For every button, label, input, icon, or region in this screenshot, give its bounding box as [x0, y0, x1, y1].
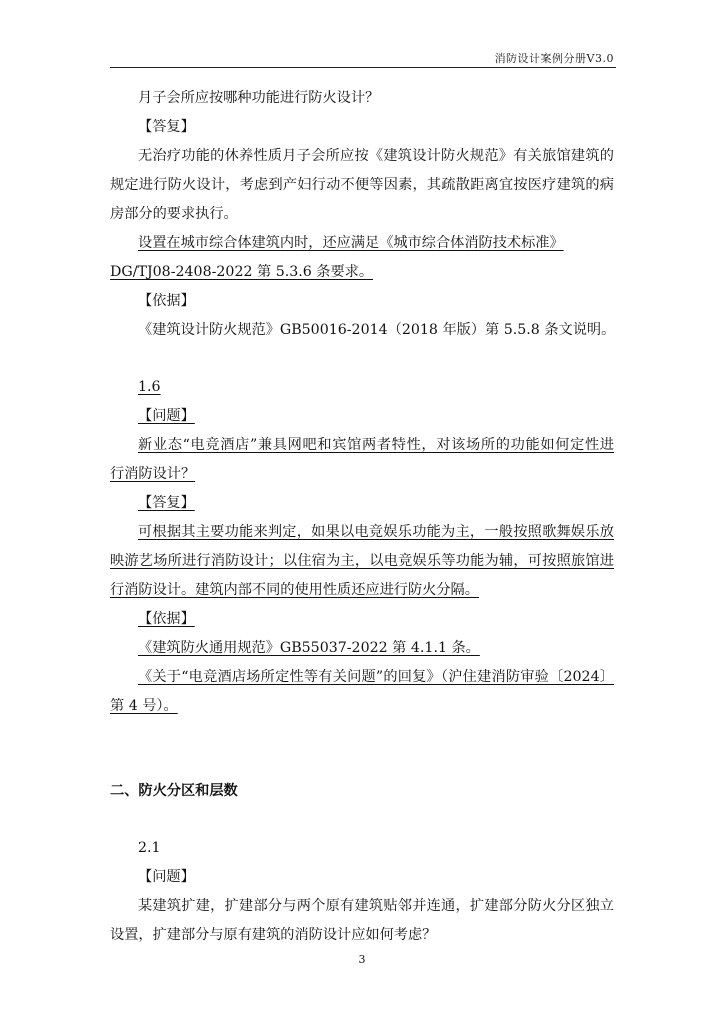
- answer-line-3: 房部分的要求执行。: [110, 206, 238, 222]
- item-number: 1.6: [138, 379, 161, 395]
- answer-label: 【答复】: [138, 119, 195, 135]
- question-label: 【问题】: [138, 869, 195, 885]
- item-number: 2.1: [138, 840, 161, 856]
- basis-line-3: 第 4 号）。: [110, 698, 178, 714]
- answer-line-2: 规定进行防火设计，考虑到产妇行动不便等因素，其疏散距离宜按医疗建筑的病: [110, 177, 614, 193]
- basis-label: 【依据】: [138, 611, 195, 627]
- revised-line-1: 设置在城市综合体建筑内时，还应满足《城市综合体消防技术标准》: [138, 235, 564, 251]
- answer-line-1: 可根据其主要功能来判定，如果以电竞娱乐功能为主，一般按照歌舞娱乐放: [138, 524, 614, 540]
- running-header: 消防设计案例分册V3.0: [494, 52, 614, 65]
- question-line-1: 某建筑扩建，扩建部分与两个原有建筑贴邻并连通，扩建部分防火分区独立: [138, 898, 614, 914]
- answer-line-3: 行消防设计。建筑内部不同的使用性质还应进行防火分隔。: [110, 582, 479, 598]
- question-line-2: 设置，扩建部分与原有建筑的消防设计应如何考虑？: [110, 927, 437, 943]
- basis-line-1: 《建筑防火通用规范》GB55037-2022 第 4.1.1 条。: [138, 640, 480, 656]
- page-number: 3: [358, 953, 366, 966]
- basis-label: 【依据】: [138, 293, 195, 309]
- answer-label: 【答复】: [138, 495, 195, 511]
- header-rule: [110, 67, 616, 68]
- question-label: 【问题】: [138, 408, 195, 424]
- basis-line-2: 《关于“电竞酒店场所定性等有关问题”的回复》（沪住建消防审验〔2024〕: [138, 669, 614, 685]
- section-heading: 二、防火分区和层数: [110, 783, 238, 799]
- revised-line-2: DG/TJ08-2408-2022 第 5.3.6 条要求。: [110, 264, 374, 280]
- question-tail: 月子会所应按哪种功能进行防火设计？: [138, 90, 380, 106]
- question-line-1: 新业态“电竞酒店”兼具网吧和宾馆两者特性，对该场所的功能如何定性进: [138, 437, 614, 453]
- answer-line-2: 映游艺场所进行消防设计；以住宿为主，以电竞娱乐等功能为辅，可按照旅馆进: [110, 553, 614, 569]
- basis-line: 《建筑设计防火规范》GB50016-2014（2018 年版）第 5.5.8 条文说明。: [138, 322, 616, 338]
- answer-line-1: 无治疗功能的休养性质月子会所应按《建筑设计防火规范》有关旅馆建筑的: [138, 148, 614, 164]
- question-line-2: 行消防设计？: [110, 466, 196, 482]
